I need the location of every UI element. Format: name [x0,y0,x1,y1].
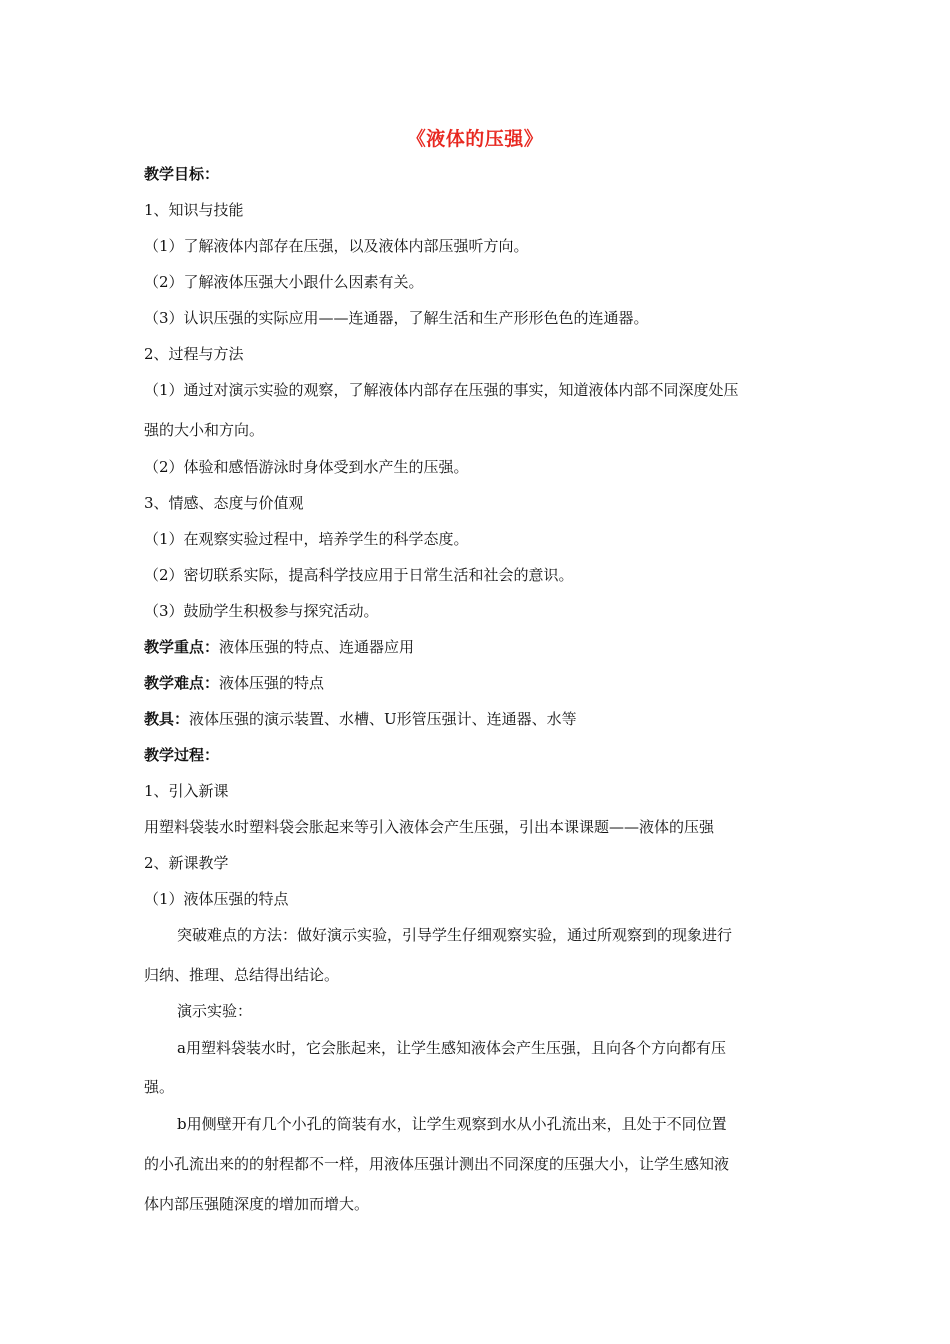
demo-label: 演示实验： [177,1002,253,1020]
method-paragraph-line-1: 突破难点的方法：做好演示实验，引导学生仔细观察实验，通过所观察到的现象进行 [177,926,733,944]
objectives-section-1-title: 1、知识与技能 [144,201,244,219]
key-points-row [144,637,414,657]
process-heading: 教学过程： [144,746,220,764]
demo-b-line-2: 的小孔流出来的的射程都不一样，用液体压强计测出不同深度的压强大小，让学生感知液 [144,1155,730,1173]
objectives-s1-item-3: （3）认识压强的实际应用——连通器，了解生活和生产形形色色的连通器。 [144,309,649,327]
difficulties-row [144,673,324,693]
document-title: 《液体的压强》 [406,128,544,150]
objectives-s2-item-2: （2）体验和感悟游泳时身体受到水产生的压强。 [144,458,469,476]
objectives-s2-item-1-line-2: 强的大小和方向。 [144,421,265,439]
objectives-s3-item-3: （3）鼓励学生积极参与探究活动。 [144,602,379,620]
objectives-s3-item-2: （2）密切联系实际，提高科学技应用于日常生活和社会的意识。 [144,566,574,584]
tools-text: 液体压强的演示装置、水槽、U形管压强计、连通器、水等 [189,710,577,728]
demo-a-line-2: 强。 [144,1078,175,1096]
process-subsection-1-title: （1）液体压强的特点 [144,890,289,908]
process-section-1-title: 1、引入新课 [144,782,229,800]
demo-b-line-1: b用侧壁开有几个小孔的筒装有水，让学生观察到水从小孔流出来，且处于不同位置 [177,1115,727,1133]
difficulties-text: 液体压强的特点 [219,674,325,692]
objectives-section-2-title: 2、过程与方法 [144,345,244,363]
process-section-1-text: 用塑料袋装水时塑料袋会胀起来等引入液体会产生压强，引出本课课题——液体的压强 [144,818,715,836]
objectives-s1-item-2: （2）了解液体压强大小跟什么因素有关。 [144,273,424,291]
difficulties-label: 教学难点： [144,674,220,692]
tools-label: 教具： [144,710,190,728]
objectives-s2-item-1-line-1: （1）通过对演示实验的观察，了解液体内部存在压强的事实，知道液体内部不同深度处压 [144,381,739,399]
method-paragraph-line-2: 归纳、推理、总结得出结论。 [144,966,340,984]
demo-b-line-3: 体内部压强随深度的增加而增大。 [144,1195,370,1213]
demo-a-line-1: a用塑料袋装水时，它会胀起来，让学生感知液体会产生压强，且向各个方向都有压 [177,1039,726,1057]
key-points-label: 教学重点： [144,638,220,656]
process-section-2-title: 2、新课教学 [144,854,229,872]
objectives-heading: 教学目标： [144,165,220,183]
key-points-text: 液体压强的特点、连通器应用 [219,638,415,656]
objectives-section-3-title: 3、情感、态度与价值观 [144,494,304,512]
objectives-s1-item-1: （1）了解液体内部存在压强，以及液体内部压强听方向。 [144,237,529,255]
tools-row [144,709,577,729]
objectives-s3-item-1: （1）在观察实验过程中，培养学生的科学态度。 [144,530,469,548]
